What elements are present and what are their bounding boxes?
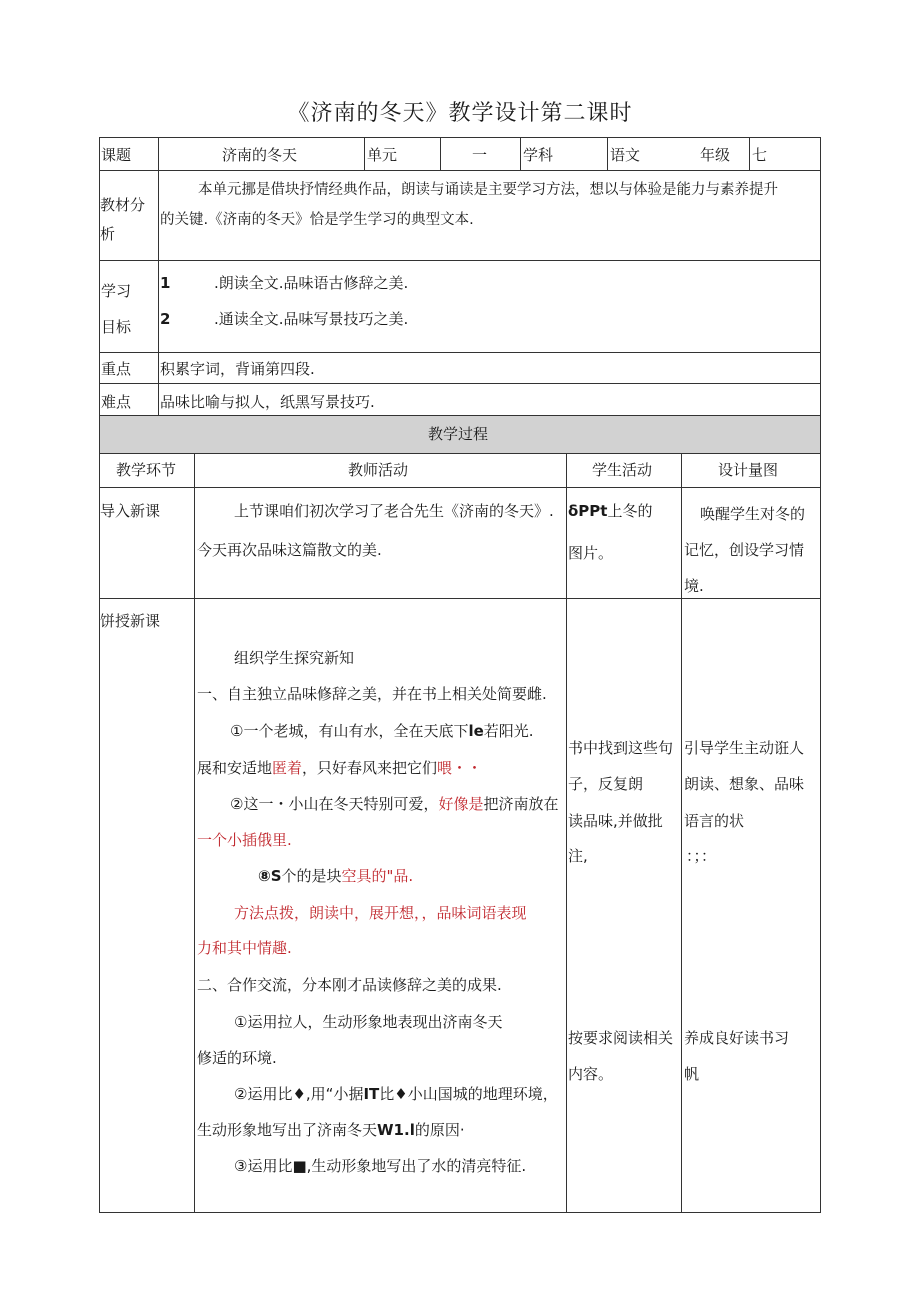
table-rule xyxy=(99,415,821,416)
table-rule xyxy=(364,137,365,170)
lesson-span: ，只好春风来把它们 xyxy=(302,759,438,777)
table-rule xyxy=(520,137,521,170)
table-rule xyxy=(99,260,821,261)
column-header-stage: 教学环节 xyxy=(116,461,177,479)
lesson-design-line: 帆 xyxy=(684,1065,700,1083)
lesson-line: 组织学生探究新知 xyxy=(234,649,355,667)
lesson-span: 空具的"品. xyxy=(341,867,414,885)
lesson-span: ,用“小据 xyxy=(305,1085,364,1103)
lesson-span: le xyxy=(468,722,484,740)
cell-unit-label: 单元 xyxy=(367,146,398,164)
cell-subject-value: 语文 xyxy=(610,146,641,164)
difficulty-text: 品味比喻与拟人，纸黑写景技巧. xyxy=(160,393,375,411)
table-rule xyxy=(749,137,750,170)
intro-design-line-3: 境. xyxy=(684,577,704,595)
lesson-line: 修适的环境. xyxy=(197,1049,277,1067)
key-point-label: 重点 xyxy=(101,360,132,378)
lesson-line: 力和其中情趣. xyxy=(197,939,292,957)
intro-design-line-2: 记忆，创设学习情 xyxy=(684,541,805,559)
lesson-span: 小山国城的地理环境， xyxy=(407,1085,558,1103)
lesson-span: ■ xyxy=(292,1157,307,1175)
table-rule xyxy=(99,170,821,171)
lesson-span: ②运用比 xyxy=(234,1085,293,1103)
intro-student-line-1 xyxy=(568,501,652,521)
lesson-span: ,生动形象地写出了水的清亮特征. xyxy=(306,1157,527,1175)
lesson-line xyxy=(197,1120,465,1140)
lesson-span: 的原因· xyxy=(414,1121,465,1139)
table-rule xyxy=(607,137,608,170)
lesson-line: 方法点拨，朗读中，展开想，，品味词语表现 xyxy=(234,904,527,922)
lesson-student-line: 书中找到这些句 xyxy=(568,739,674,757)
lesson-line xyxy=(234,1084,558,1104)
document-title: 《济南的冬天》教学设计第二课时 xyxy=(287,101,633,126)
goal-text-2: .通读全文.品味写景技巧之美. xyxy=(214,310,409,328)
lesson-student-line: 按要求阅读相关 xyxy=(568,1029,674,1047)
lesson-line xyxy=(234,1156,526,1176)
cell-topic-label: 课题 xyxy=(101,146,132,164)
table-rule xyxy=(99,137,100,1213)
lesson-line xyxy=(230,721,534,741)
cell-unit-value: 一 xyxy=(472,146,488,164)
lesson-span: ①一个老城，有山有水，全在天底下 xyxy=(230,722,469,740)
table-rule xyxy=(194,453,195,1213)
cell-subject-label: 学科 xyxy=(523,146,554,164)
analysis-label: 教材分 xyxy=(100,196,146,214)
lesson-span: 把济南放在 xyxy=(483,795,559,813)
lesson-span: 喂・・ xyxy=(437,759,483,777)
intro-stage-label: 导入新课 xyxy=(100,502,161,520)
goal-number-2: 2 xyxy=(160,310,171,328)
lesson-line: 一、自主独立品味修辞之美，并在书上相关处简要雌. xyxy=(197,685,547,703)
lesson-span: 个的是块 xyxy=(281,867,342,885)
lesson-design-line: 朗读、想象、品味 xyxy=(684,775,805,793)
analysis-label-2: 析 xyxy=(100,225,116,243)
lesson-student-line: 读品味,并做批 xyxy=(568,812,663,830)
lesson-span: W1.l xyxy=(377,1121,415,1139)
table-rule xyxy=(440,137,441,170)
analysis-text-line-2: 的关键.《济南的冬天》恰是学生学习的典型文本. xyxy=(160,212,474,228)
lesson-line xyxy=(230,794,558,814)
cell-topic-value: 济南的冬天 xyxy=(222,146,298,164)
lesson-line: 一个小插俄里. xyxy=(197,831,292,849)
lesson-span: 生动形象地写出了济南冬天 xyxy=(197,1121,378,1139)
table-rule xyxy=(99,352,821,353)
process-title: 教学过程 xyxy=(428,425,489,443)
lesson-student-line: 注, xyxy=(568,847,588,865)
lesson-stage-label: 饼授新课 xyxy=(100,612,161,630)
intro-student-line-2: 图片。 xyxy=(568,544,614,562)
lesson-span: IT xyxy=(363,1085,380,1103)
lesson-span: 若阳光. xyxy=(483,722,534,740)
intro-teacher-line-1: 上节课咱们初次学习了老合先生《济南的冬天》. xyxy=(234,502,554,520)
lesson-line: ①运用拉人，生动形象地表现出济南冬天 xyxy=(234,1013,503,1031)
goals-label: 学习 xyxy=(101,282,132,300)
lesson-span: 好像是 xyxy=(438,795,484,813)
table-rule xyxy=(681,453,682,1213)
analysis-text-line-1: 本单元挪是借块抒情经典作品，朗读与诵读是主要学习方法，想以与体验是能力与素养提升 xyxy=(198,182,778,198)
lesson-line xyxy=(258,866,413,886)
lesson-student-line: 子，反复朗 xyxy=(568,775,644,793)
goal-text-1: .朗读全文.品味语古修辞之美. xyxy=(214,274,409,292)
table-rule xyxy=(158,137,159,170)
lesson-line xyxy=(197,758,482,778)
column-header-design: 设计量图 xyxy=(718,461,779,479)
lesson-span: ②这一・小山在冬天特别可爱， xyxy=(230,795,439,813)
cell-grade-label: 年级 xyxy=(700,146,731,164)
intro-teacher-line-2: 今天再次品味这篇散文的美. xyxy=(197,541,382,559)
lesson-span: 展和安适地 xyxy=(197,759,273,777)
lesson-span: 匿着 xyxy=(272,759,303,777)
goals-label-2: 目标 xyxy=(101,318,132,336)
difficulty-label: 难点 xyxy=(101,393,132,411)
lesson-span: ⑧S xyxy=(258,867,282,885)
goal-number-1: 1 xyxy=(160,274,171,292)
lesson-design-line: 养成良好读书习 xyxy=(684,1029,790,1047)
table-rule xyxy=(99,453,821,454)
lesson-design-line: 引导学生主动诳人 xyxy=(684,739,805,757)
lesson-span: ③运用比 xyxy=(234,1157,293,1175)
column-header-student: 学生活动 xyxy=(592,461,653,479)
table-rule xyxy=(820,137,821,1213)
lesson-line: 二、合作交流，分本刚才品读修辞之美的成果. xyxy=(197,976,502,994)
table-rule xyxy=(158,170,159,415)
table-rule xyxy=(99,598,821,599)
lesson-span: ♦ xyxy=(292,1085,306,1103)
table-rule xyxy=(566,453,567,1213)
column-header-teacher: 教师活动 xyxy=(348,461,409,479)
lesson-design-line: ：；： xyxy=(686,847,717,865)
key-point-text: 积累字词，背诵第四段. xyxy=(160,360,315,378)
lesson-span: 比 xyxy=(379,1085,395,1103)
lesson-design-line: 语言的状 xyxy=(684,812,745,830)
table-rule xyxy=(99,137,821,138)
table-rule xyxy=(99,487,821,488)
intro-student-ppt: δPPt xyxy=(568,502,608,520)
intro-design-line-1: 唤醒学生对冬的 xyxy=(700,505,806,523)
lesson-span: ♦ xyxy=(394,1085,408,1103)
intro-student-text: 上冬的 xyxy=(607,502,653,520)
table-rule xyxy=(99,1212,821,1213)
cell-grade-value: 七 xyxy=(752,146,768,164)
table-rule xyxy=(99,383,821,384)
lesson-student-line: 内容。 xyxy=(568,1065,614,1083)
